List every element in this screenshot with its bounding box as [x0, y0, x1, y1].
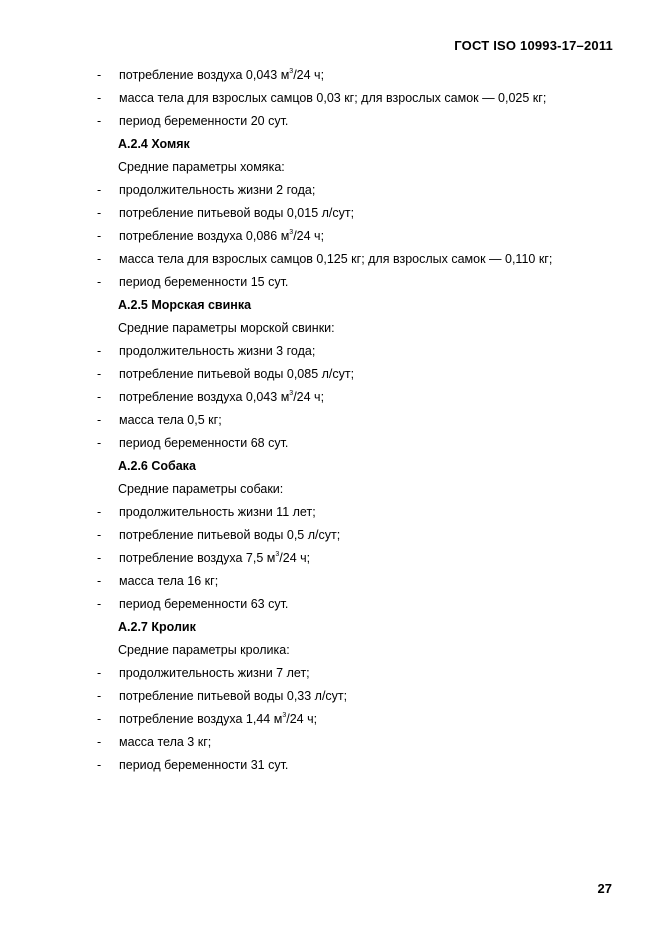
section-dog	[0, 455, 661, 616]
bullet-dash: -	[97, 229, 102, 243]
bullet-dash: -	[97, 551, 102, 565]
superscript: 3	[289, 68, 294, 75]
item-text: продолжительность жизни 2 года;	[119, 183, 316, 197]
bullet-dash: -	[97, 206, 102, 220]
item-text: потребление воздуха 0,043 м	[119, 68, 290, 82]
item-text: масса тела для взрослых самцов 0,03 кг; для взрослых самок — 0,025 кг;	[119, 91, 547, 105]
bullet-dash: -	[97, 574, 102, 588]
item-text: масса тела 16 кг;	[119, 574, 219, 588]
section-rabbit	[0, 616, 661, 777]
item-text: период беременности 15 сут.	[119, 275, 289, 289]
item-text: продолжительность жизни 7 лет;	[119, 666, 310, 680]
list-item	[0, 340, 661, 363]
bullet-dash: -	[97, 735, 102, 749]
list-item	[0, 110, 661, 133]
item-text: потребление питьевой воды 0,33 л/сут;	[119, 689, 348, 703]
list-item	[0, 731, 661, 754]
section-heading: А.2.7 Кролик	[118, 620, 196, 634]
section-hamster	[0, 133, 661, 294]
bullet-dash: -	[97, 114, 102, 128]
section-intro: Средние параметры морской свинки:	[118, 321, 335, 335]
item-text: потребление питьевой воды 0,015 л/сут;	[119, 206, 355, 220]
bullet-dash: -	[97, 758, 102, 772]
item-text: продолжительность жизни 11 лет;	[119, 505, 316, 519]
list-item	[0, 363, 661, 386]
top-list	[0, 64, 661, 133]
bullet-dash: -	[97, 597, 102, 611]
list-item	[0, 501, 661, 524]
list-item	[0, 570, 661, 593]
list-item	[0, 179, 661, 202]
item-text: потребление воздуха 0,043 м	[119, 390, 290, 404]
superscript: 3	[275, 551, 280, 558]
section-heading: А.2.6 Собака	[118, 459, 196, 473]
bullet-dash: -	[97, 91, 102, 105]
bullet-dash: -	[97, 344, 102, 358]
list-item	[0, 432, 661, 455]
bullet-dash: -	[97, 413, 102, 427]
item-text: продолжительность жизни 3 года;	[119, 344, 316, 358]
list-item	[0, 685, 661, 708]
list-item	[0, 202, 661, 225]
list-item	[0, 87, 661, 110]
bullet-dash: -	[97, 275, 102, 289]
bullet-dash: -	[97, 252, 102, 266]
bullet-dash: -	[97, 390, 102, 404]
list-item	[0, 754, 661, 777]
item-text: масса тела 3 кг;	[119, 735, 212, 749]
bullet-dash: -	[97, 68, 102, 82]
section-intro: Средние параметры хомяка:	[118, 160, 285, 174]
bullet-dash: -	[97, 666, 102, 680]
item-text: потребление питьевой воды 0,085 л/сут;	[119, 367, 355, 381]
list-item	[0, 271, 661, 294]
bullet-dash: -	[97, 528, 102, 542]
list-item	[0, 64, 661, 87]
item-text-tail: /24 ч;	[293, 390, 325, 404]
section-heading: А.2.5 Морская свинка	[118, 298, 252, 312]
item-text-tail: /24 ч;	[293, 229, 325, 243]
item-text: потребление воздуха 1,44 м	[119, 712, 283, 726]
bullet-dash: -	[97, 183, 102, 197]
section-guinea-pig	[0, 294, 661, 455]
superscript: 3	[289, 390, 294, 397]
bullet-dash: -	[97, 436, 102, 450]
bullet-dash: -	[97, 689, 102, 703]
document-header: ГОСТ ISO 10993-17–2011	[454, 38, 613, 53]
item-text-tail: /24 ч;	[286, 712, 318, 726]
item-text: масса тела 0,5 кг;	[119, 413, 222, 427]
superscript: 3	[289, 229, 294, 236]
list-item	[0, 662, 661, 685]
list-item	[0, 386, 661, 409]
bullet-dash: -	[97, 367, 102, 381]
list-item	[0, 593, 661, 616]
bullet-dash: -	[97, 712, 102, 726]
list-item	[0, 248, 661, 271]
list-item	[0, 524, 661, 547]
document-body	[0, 64, 661, 777]
item-text: потребление воздуха 7,5 м	[119, 551, 276, 565]
item-text-tail: /24 ч;	[293, 68, 325, 82]
superscript: 3	[282, 712, 287, 719]
section-intro: Средние параметры собаки:	[118, 482, 284, 496]
list-item	[0, 225, 661, 248]
page-number: 27	[597, 881, 612, 896]
item-text: потребление питьевой воды 0,5 л/сут;	[119, 528, 341, 542]
section-intro: Средние параметры кролика:	[118, 643, 290, 657]
item-text: период беременности 20 сут.	[119, 114, 289, 128]
item-text: период беременности 63 сут.	[119, 597, 289, 611]
section-heading: А.2.4 Хомяк	[118, 137, 190, 151]
item-text: потребление воздуха 0,086 м	[119, 229, 290, 243]
list-item	[0, 547, 661, 570]
bullet-dash: -	[97, 505, 102, 519]
item-text-tail: /24 ч;	[279, 551, 311, 565]
item-text: период беременности 31 сут.	[119, 758, 289, 772]
list-item	[0, 708, 661, 731]
item-text: масса тела для взрослых самцов 0,125 кг; для взрослых самок — 0,110 кг;	[119, 252, 553, 266]
item-text: период беременности 68 сут.	[119, 436, 289, 450]
list-item	[0, 409, 661, 432]
